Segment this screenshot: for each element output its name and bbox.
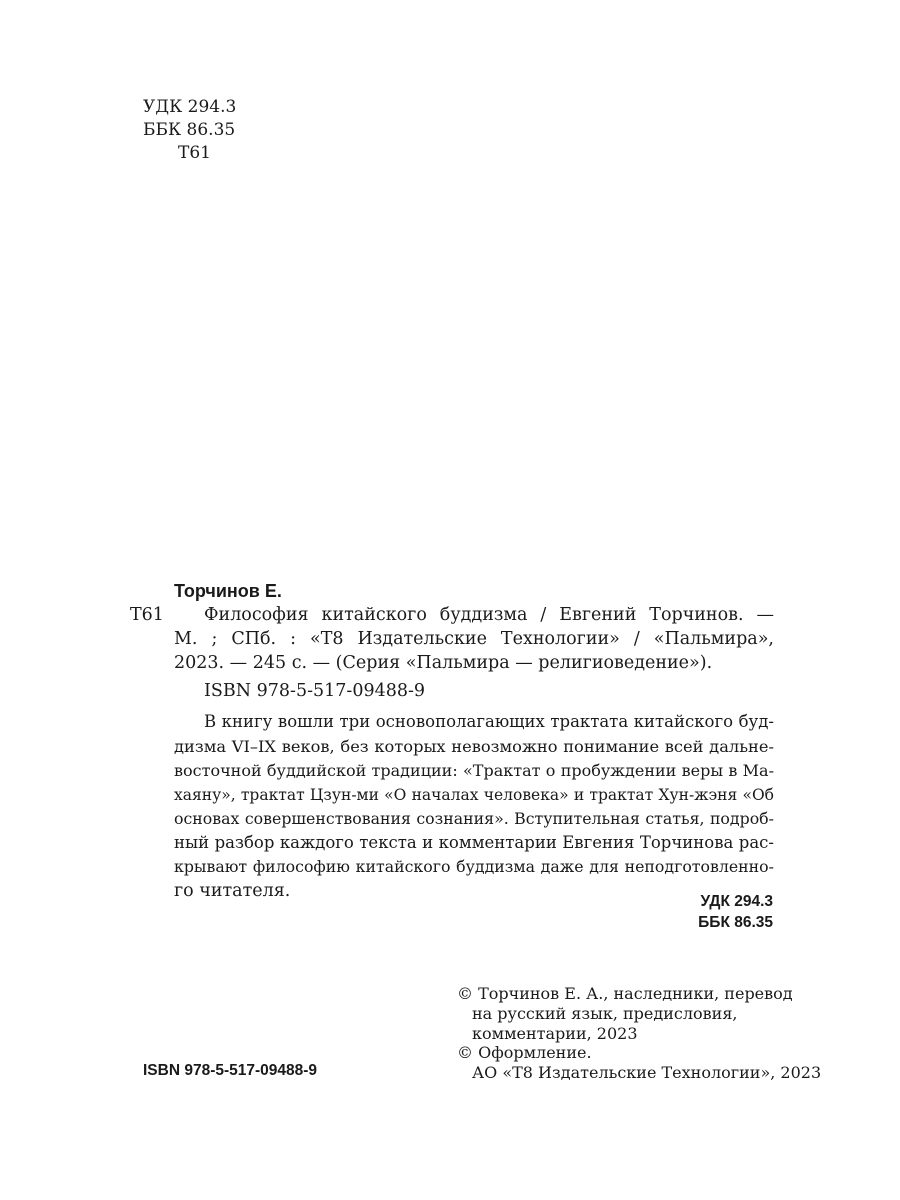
annotation-line: ный разбор каждого текста и комментарии Евгения Торчинова рас- (174, 833, 774, 852)
annotation-line: крывают философию китайского буддизма даже для неподготовленно- (174, 857, 774, 876)
footer-isbn: ISBN 978-5-517-09488-9 (143, 1062, 318, 1079)
copyright-line: на русский язык, предисловия, (472, 1004, 738, 1023)
annotation-line: восточной буддийской традиции: «Трактат о пробуждении веры в Ма- (174, 761, 774, 780)
title-line-1: Философия китайского буддизма / Евгений Торчинов. — (204, 605, 774, 625)
bbk-code: ББК 86.35 (143, 120, 236, 140)
annotation-line: го читателя. (174, 881, 291, 901)
author-heading: Торчинов Е. (174, 581, 282, 601)
copyright-line: комментарии, 2023 (472, 1024, 638, 1043)
annotation-line: В книгу вошли три основополагающих трактата китайского буд- (204, 712, 774, 731)
bbk-code-right: ББК 86.35 (698, 914, 773, 931)
author-mark: Т61 (178, 143, 211, 163)
copyright-line: © Оформление. (457, 1043, 592, 1062)
record-isbn: ISBN 978-5-517-09488-9 (204, 681, 426, 701)
copyright-line: © Торчинов Е. А., наследники, перевод (457, 984, 793, 1003)
annotation-line: дизма VI–IX веков, без которых невозможно понимание всей дальне- (174, 737, 774, 756)
record-author-mark: Т61 (130, 605, 164, 625)
udk-code-right: УДК 294.3 (700, 893, 773, 910)
title-line-3: 2023. — 245 с. — (Серия «Пальмира — религиоведение»). (174, 653, 713, 673)
annotation-line: основах совершенствования сознания». Вступительная статья, подроб- (174, 809, 774, 828)
annotation-line: хаяну», трактат Цзун-ми «О началах человека» и трактат Хун-жэня «Об (174, 786, 774, 804)
copyright-line: АО «Т8 Издательские Технологии», 2023 (472, 1063, 822, 1082)
title-line-2: М. ; СПб. : «Т8 Издательские Технологии» / «Пальмира», (174, 629, 774, 649)
udk-code: УДК 294.3 (143, 97, 237, 117)
